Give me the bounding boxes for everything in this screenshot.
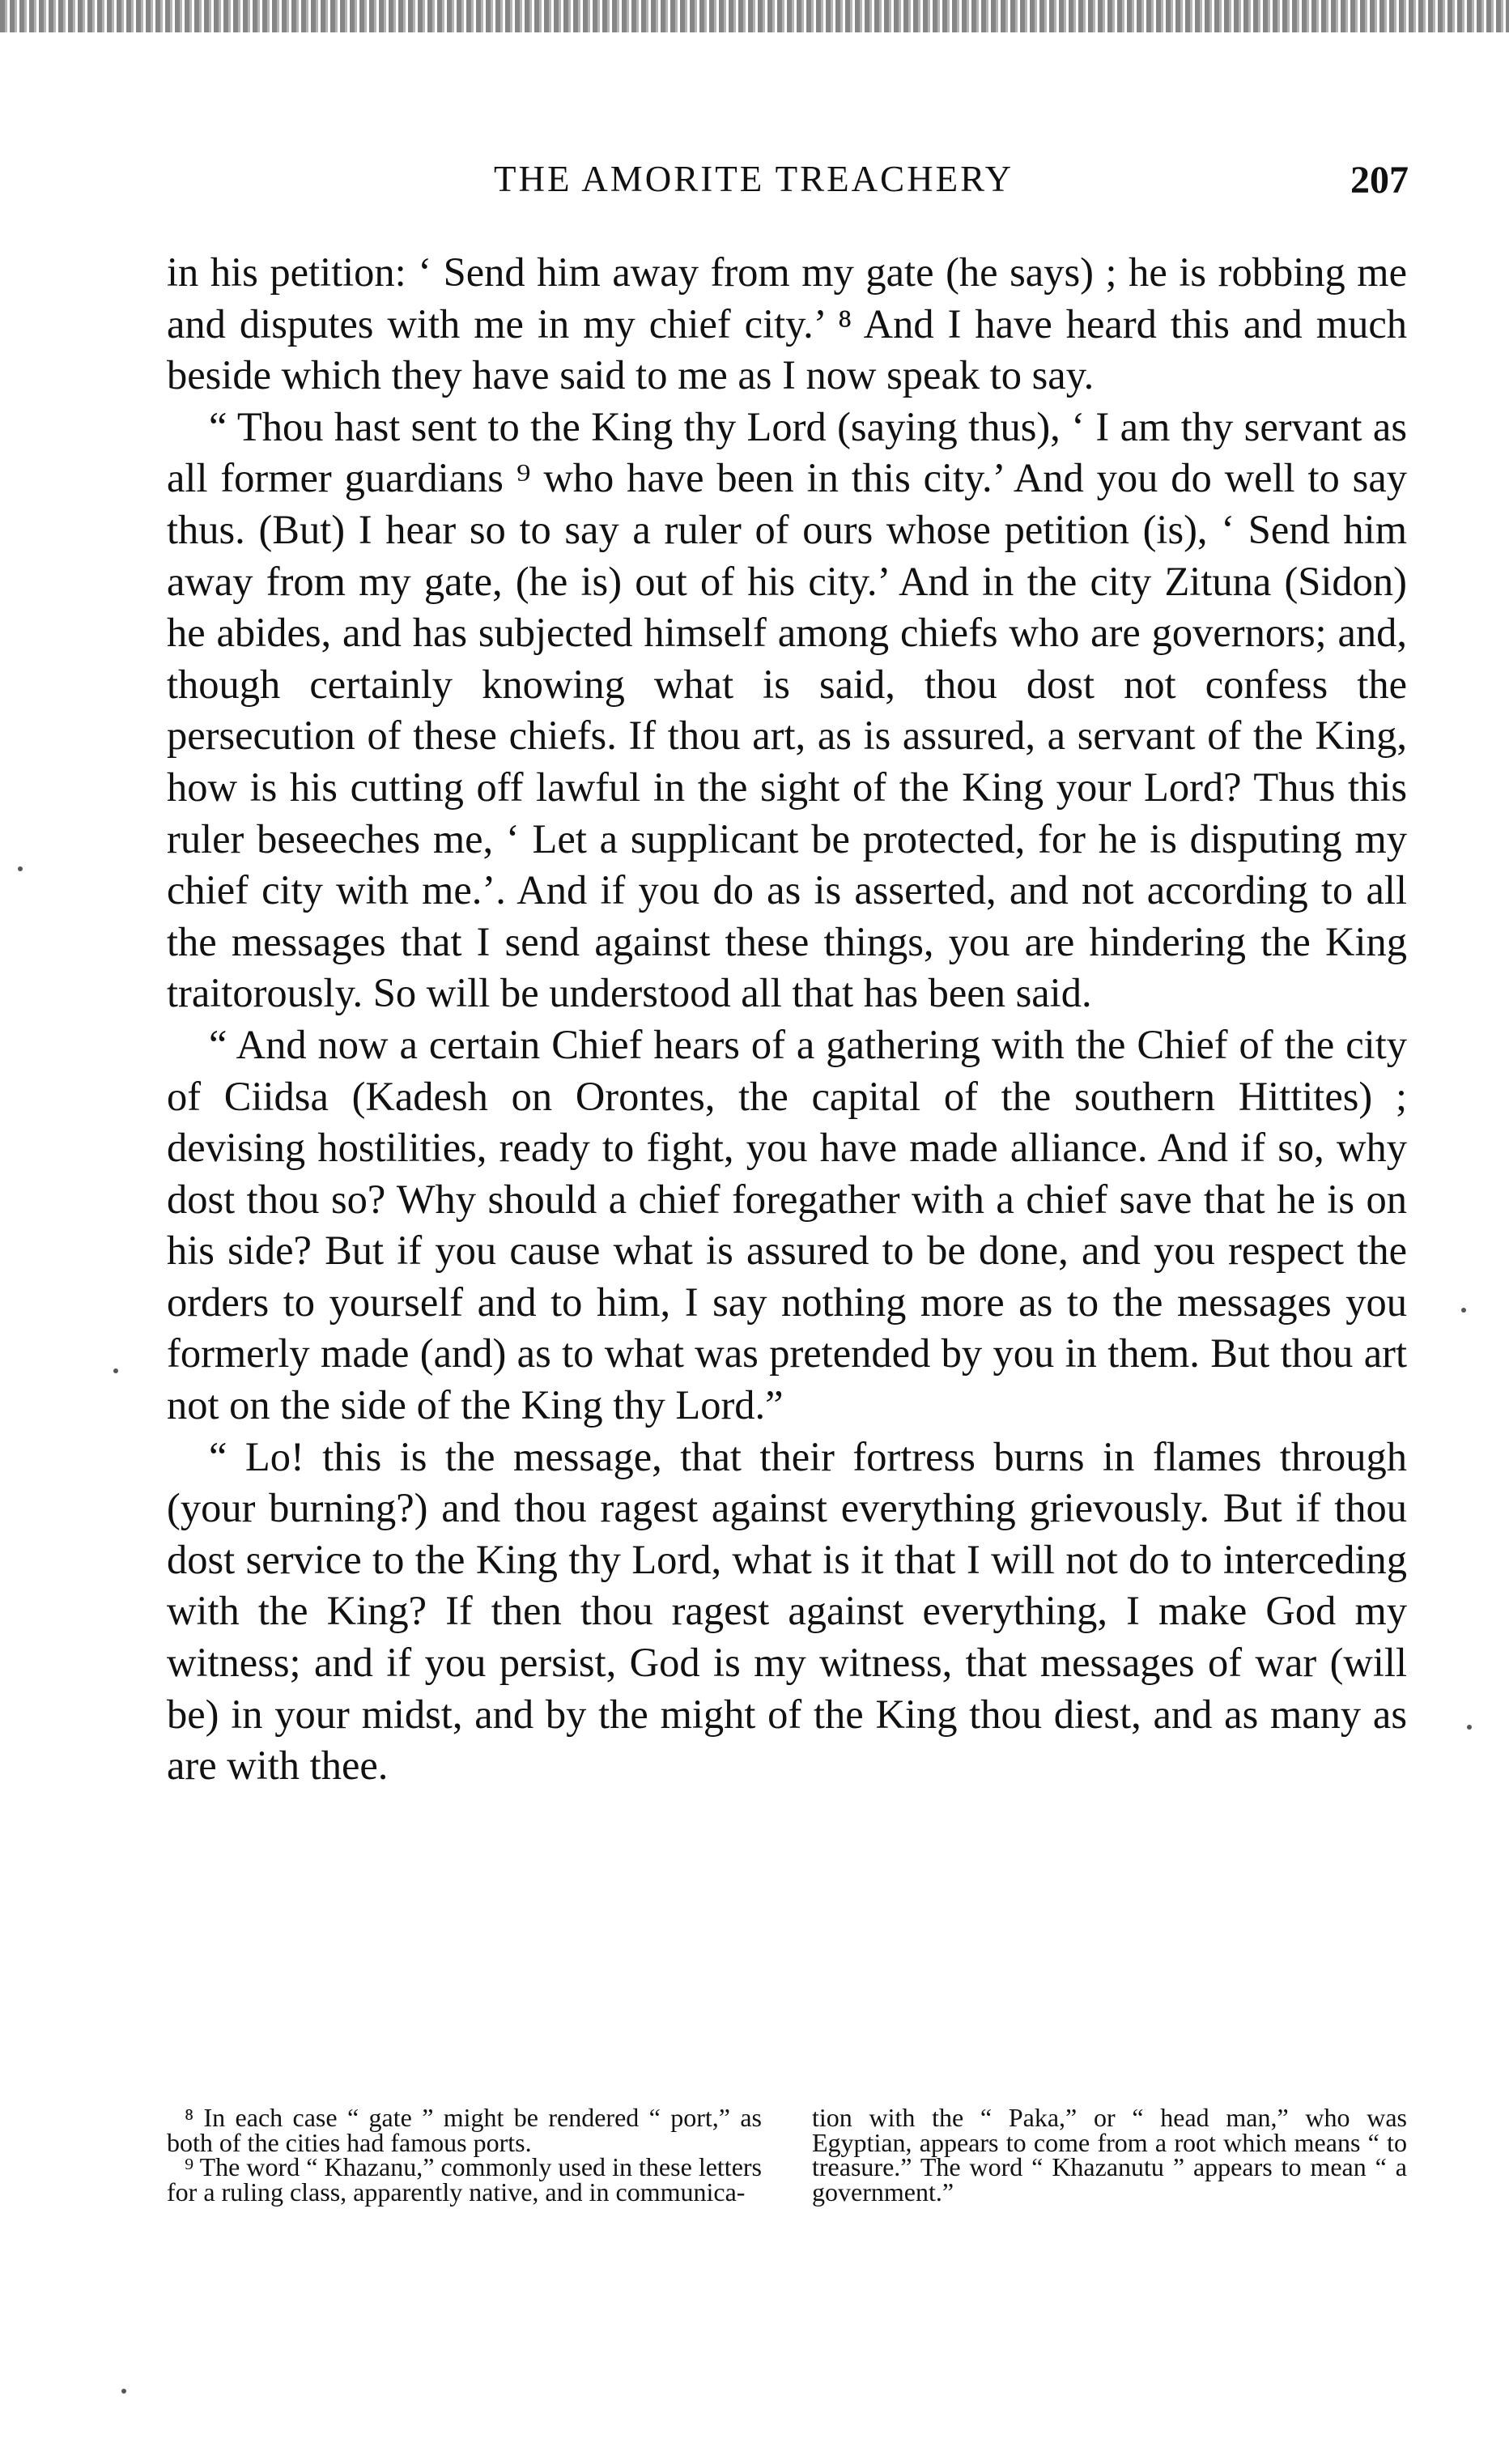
running-head	[170, 158, 1409, 206]
paragraph-3: “ And now a certain Chief hears of a gathering with the Chief of the city of Ciidsa (Kadesh on Orontes, the capital of the southern Hittites) ; devising hostilities, ready to fight, you have made alliance. And if so, why dost thou so? Why should a chief foregather with a chief save that he is on his side? But if you cause what is assured to be done, and you respect the orders to yourself and to him, I say nothing more as to the messages you formerly made (and) as to what was pretended by you in them. But thou art not on the side of the King thy Lord.”	[167, 1021, 1407, 1428]
scan-edge-artifact	[0, 0, 1509, 32]
body-text	[167, 247, 1407, 1792]
footnote-column-left	[167, 2103, 762, 2207]
footnote-9-continued: tion with the “ Paka,” or “ head man,” who was Egyptian, appears to come from a root which means “ to treasure.” The word “ Khazanutu ” appears to mean “ a government.”	[812, 2103, 1407, 2207]
chapter-title: THE AMORITE TREACHERY	[494, 159, 1014, 199]
footnote-8: ⁸ In each case “ gate ” might be rendered “ port,” as both of the cities had famous ports.	[167, 2103, 762, 2157]
footnote-9: ⁹ The word “ Khazanu,” commonly used in these letters for a ruling class, apparently native, and in communica-	[167, 2152, 762, 2207]
margin-speck	[1461, 1308, 1466, 1313]
footnotes	[167, 2103, 1407, 2207]
margin-speck	[1467, 1725, 1472, 1730]
margin-speck	[121, 2389, 126, 2394]
paragraph-4: “ Lo! this is the message, that their fortress burns in flames through (your burning?) and thou ragest against everything grievously. But if thou dost service to the King thy Lord, what is it that I will not do to interceding with the King? If then thou ragest against everything, I make God my witness; and if you persist, God is my witness, that messages of war (will be) in your midst, and by the might of the King thou diest, and as many as are with thee.	[167, 1433, 1407, 1789]
footnote-column-right	[812, 2103, 1407, 2207]
page-number: 207	[1350, 159, 1409, 202]
margin-speck	[18, 866, 23, 871]
paragraph-2: “ Thou hast sent to the King thy Lord (saying thus), ‘ I am thy servant as all former guardians ⁹ who have been in this city.’ And you do well to say thus. (But) I hear so to say a ruler of ours whose petition (is), ‘ Send him away from my gate, (he is) out of his city.’ And in the city Zituna (Sidon) he abides, and has subjected himself among chiefs who are governors; and, though certainly knowing what is said, thou dost not confess the persecution of these chiefs. If thou art, as is assured, a servant of the King, how is his cutting off lawful in the sight of the King your Lord? Thus this ruler beseeches me, ‘ Let a supplicant be protected, for he is disputing my chief city with me.’. And if you do as is asserted, and not according to all the messages that I send against these things, you are hindering the King traitorously. So will be understood all that has been said.	[167, 403, 1407, 1016]
margin-speck	[113, 1368, 118, 1373]
paragraph-1: in his petition: ‘ Send him away from my gate (he says) ; he is robbing me and disputes with me in my chief city.’ ⁸ And I have heard this and much beside which they have said to me as I now speak to say.	[167, 249, 1407, 398]
